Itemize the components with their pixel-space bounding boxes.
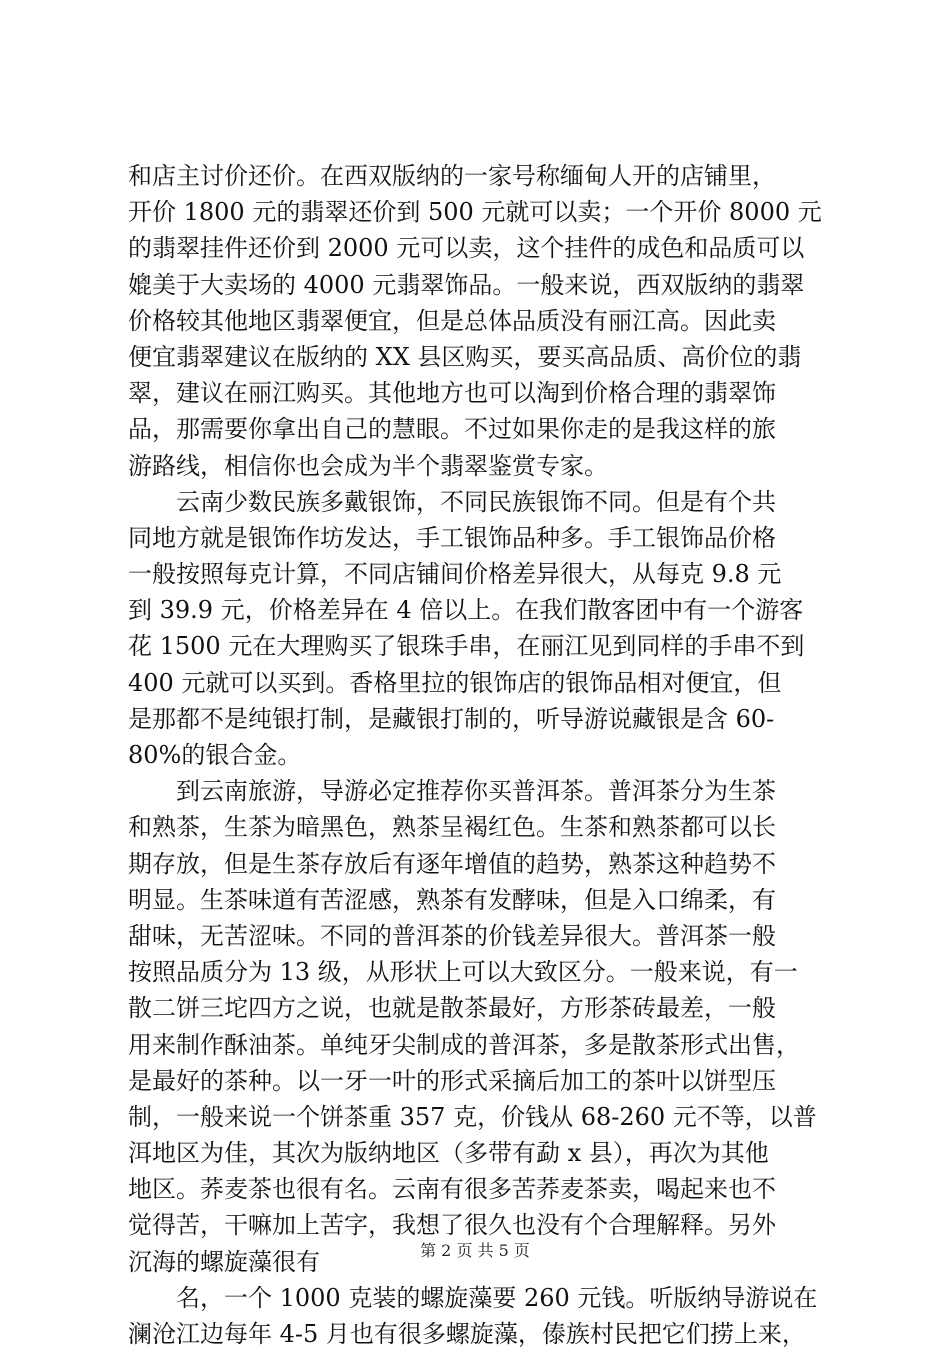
text-line: 制，一般来说一个饼茶重 357 克，价钱从 68-260 元不等，以普: [128, 1102, 817, 1131]
text-line: 到 39.9 元，价格差异在 4 倍以上。在我们散客团中有一个游客: [128, 596, 804, 625]
text-line: 一般按照每克计算，不同店铺间价格差异很大，从每克 9.8 元: [128, 560, 782, 589]
text-line: 价格较其他地区翡翠便宜，但是总体品质没有丽江高。因此卖: [128, 306, 776, 335]
text-line: 散二饼三坨四方之说，也就是散茶最好，方形茶砖最差，一般: [128, 994, 776, 1023]
text-line: 到云南旅游，导游必定推荐你买普洱茶。普洱茶分为生茶: [128, 777, 776, 806]
text-line: 沉海的螺旋藻很有: [128, 1247, 320, 1276]
text-line: 洱地区为佳，其次为版纳地区（多带有勐 x 县），再次为其他: [128, 1139, 769, 1168]
text-line: 地区。荞麦茶也很有名。云南有很多苦荞麦茶卖，喝起来也不: [128, 1175, 776, 1204]
text-line: 明显。生茶味道有苦涩感，熟茶有发酵味，但是入口绵柔，有: [128, 885, 776, 914]
body-text: [128, 158, 828, 1352]
text-line: 同地方就是银饰作坊发达，手工银饰品种多。手工银饰品价格: [128, 523, 776, 552]
text-line: 名，一个 1000 克装的螺旋藻要 260 元钱。听版纳导游说在: [128, 1283, 818, 1312]
text-line: 和熟茶，生茶为暗黑色，熟茶呈褐红色。生茶和熟茶都可以长: [128, 813, 776, 842]
text-line: 是那都不是纯银打制，是藏银打制的，听导游说藏银是含 60-: [128, 704, 775, 733]
text-line: 甜味，无苦涩味。不同的普洱茶的价钱差异很大。普洱茶一般: [128, 921, 776, 950]
text-line: 云南少数民族多戴银饰，不同民族银饰不同。但是有个共: [128, 487, 776, 516]
text-line: 期存放，但是生茶存放后有逐年增值的趋势，熟茶这种趋势不: [128, 849, 776, 878]
text-line: 用来制作酥油茶。单纯牙尖制成的普洱茶，多是散茶形式出售，: [128, 1030, 800, 1059]
text-line: 的翡翠挂件还价到 2000 元可以卖，这个挂件的成色和品质可以: [128, 234, 805, 263]
text-line: 400 元就可以买到。香格里拉的银饰店的银饰品相对便宜，但: [128, 668, 782, 697]
text-line: 按照品质分为 13 级，从形状上可以大致区分。一般来说，有一: [128, 958, 798, 987]
text-line: 媲美于大卖场的 4000 元翡翠饰品。一般来说，西双版纳的翡翠: [128, 270, 805, 299]
text-line: 80%的银合金。: [128, 741, 302, 769]
text-line: 翠，建议在丽江购买。其他地方也可以淘到价格合理的翡翠饰: [128, 379, 776, 408]
text-line: 游路线，相信你也会成为半个翡翠鉴赏专家。: [128, 451, 608, 480]
text-line: 澜沧江边每年 4-5 月也有很多螺旋藻，傣族村民把它们捞上来，: [128, 1320, 806, 1348]
text-line: 觉得苦，干嘛加上苦字，我想了很久也没有个合理解释。另外: [128, 1211, 776, 1240]
text-line: 花 1500 元在大理购买了银珠手串，在丽江见到同样的手串不到: [128, 632, 805, 661]
text-line: 开价 1800 元的翡翠还价到 500 元就可以卖；一个开价 8000 元: [128, 198, 822, 227]
page-number-footer: 第 2 页 共 5 页: [420, 1241, 530, 1260]
text-line: 和店主讨价还价。在西双版纳的一家号称缅甸人开的店铺里，: [128, 162, 776, 190]
text-line: 便宜翡翠建议在版纳的 XX 县区购买，要买高品质、高价位的翡: [128, 342, 802, 371]
text-line: 品，那需要你拿出自己的慧眼。不过如果你走的是我这样的旅: [128, 415, 776, 444]
text-line: 是最好的茶种。以一牙一叶的形式采摘后加工的茶叶以饼型压: [128, 1066, 776, 1095]
